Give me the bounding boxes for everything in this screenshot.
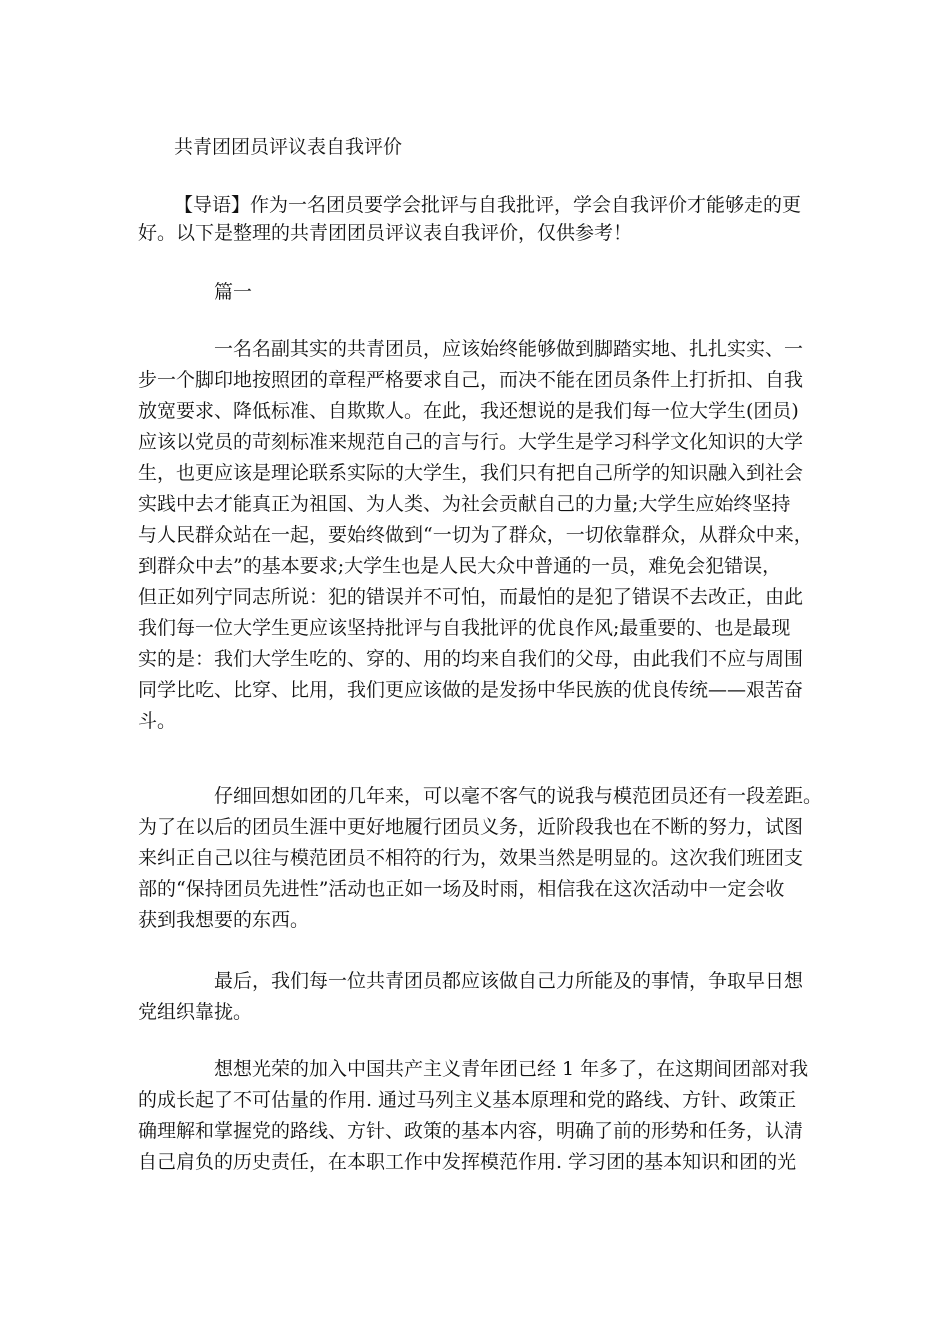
paragraph-line: 实的是：我们大学生吃的、穿的、用的均来自我们的父母，由此我们不应与周围	[138, 648, 804, 670]
paragraph-line: 最后，我们每一位共青团员都应该做自己力所能及的事情，争取早日想	[214, 970, 804, 992]
paragraph-line: 同学比吃、比穿、比用，我们更应该做的是发扬中华民族的优良传统——艰苦奋	[138, 679, 804, 701]
paragraph-line: 步一个脚印地按照团的章程严格要求自己，而决不能在团员条件上打折扣、自我	[138, 369, 804, 391]
paragraph-line: 我们每一位大学生更应该坚持批评与自我批评的优良作风;最重要的、也是最现	[138, 617, 791, 639]
paragraph-line: 确理解和掌握党的路线、方针、政策的基本内容，明确了前的形势和任务，认清	[138, 1120, 804, 1142]
paragraph-line: 来纠正自己以往与模范团员不相符的行为，效果当然是明显的。这次我们班团支	[138, 847, 804, 869]
paragraph-line: 与人民群众站在一起，要始终做到“一切为了群众，一切依靠群众，从群众中来，	[138, 524, 813, 546]
section-heading-block	[138, 278, 828, 306]
paragraph-line: 获到我想要的东西。	[138, 909, 310, 931]
paragraph-line: 放宽要求、降低标准、自欺欺人。在此，我还想说的是我们每一位大学生(团员)	[138, 400, 799, 422]
paragraph-1	[138, 334, 828, 737]
paragraph-line: 一名名副其实的共青团员，应该始终能够做到脚踏实地、扎扎实实、一	[214, 338, 804, 360]
paragraph-line: 应该以党员的苛刻标准来规范自己的言与行。大学生是学习科学文化知识的大学	[138, 431, 804, 453]
paragraph-line: 实践中去才能真正为祖国、为人类、为社会贡献自己的力量;大学生应始终坚持	[138, 493, 791, 515]
paragraph-4	[138, 1054, 828, 1178]
paragraph-line: 到群众中去”的基本要求;大学生也是人民大众中普通的一员，难免会犯错误，	[138, 555, 782, 577]
paragraph-line: 自己肩负的历史责任，在本职工作中发挥模范作用. 学习团的基本知识和团的光	[138, 1151, 797, 1173]
paragraph-line: 部的“保持团员先进性”活动也正如一场及时雨，相信我在这次活动中一定会收	[138, 878, 785, 900]
paragraph-line: 但正如列宁同志所说：犯的错误并不可怕，而最怕的是犯了错误不去改正，由此	[138, 586, 804, 608]
intro-paragraph	[138, 191, 828, 247]
paragraph-line: 斗。	[138, 710, 177, 732]
intro-line: 好。以下是整理的共青团团员评议表自我评价，仅供参考！	[138, 222, 633, 244]
document-title: 共青团团员评议表自我评价	[174, 136, 403, 158]
paragraph-line: 想想光荣的加入中国共产主义青年团已经 1 年多了，在这期间团部对我	[214, 1058, 809, 1080]
paragraph-line: 为了在以后的团员生涯中更好地履行团员义务，近阶段我也在不断的努力，试图	[138, 816, 804, 838]
paragraph-2	[138, 781, 828, 936]
paragraph-line: 生，也更应该是理论联系实际的大学生，我们只有把自己所学的知识融入到社会	[138, 462, 804, 484]
paragraph-line: 的成长起了不可估量的作用. 通过马列主义基本原理和党的路线、方针、政策正	[138, 1089, 797, 1111]
paragraph-line: 党组织靠拢。	[138, 1001, 253, 1023]
intro-line: 【导语】作为一名团员要学会批评与自我批评，学会自我评价才能够走的更	[174, 194, 802, 216]
paragraph-line: 仔细回想如团的几年来，可以毫不客气的说我与模范团员还有一段差距。	[214, 785, 823, 807]
paragraph-3	[138, 966, 828, 1028]
section-heading: 篇一	[214, 281, 253, 303]
